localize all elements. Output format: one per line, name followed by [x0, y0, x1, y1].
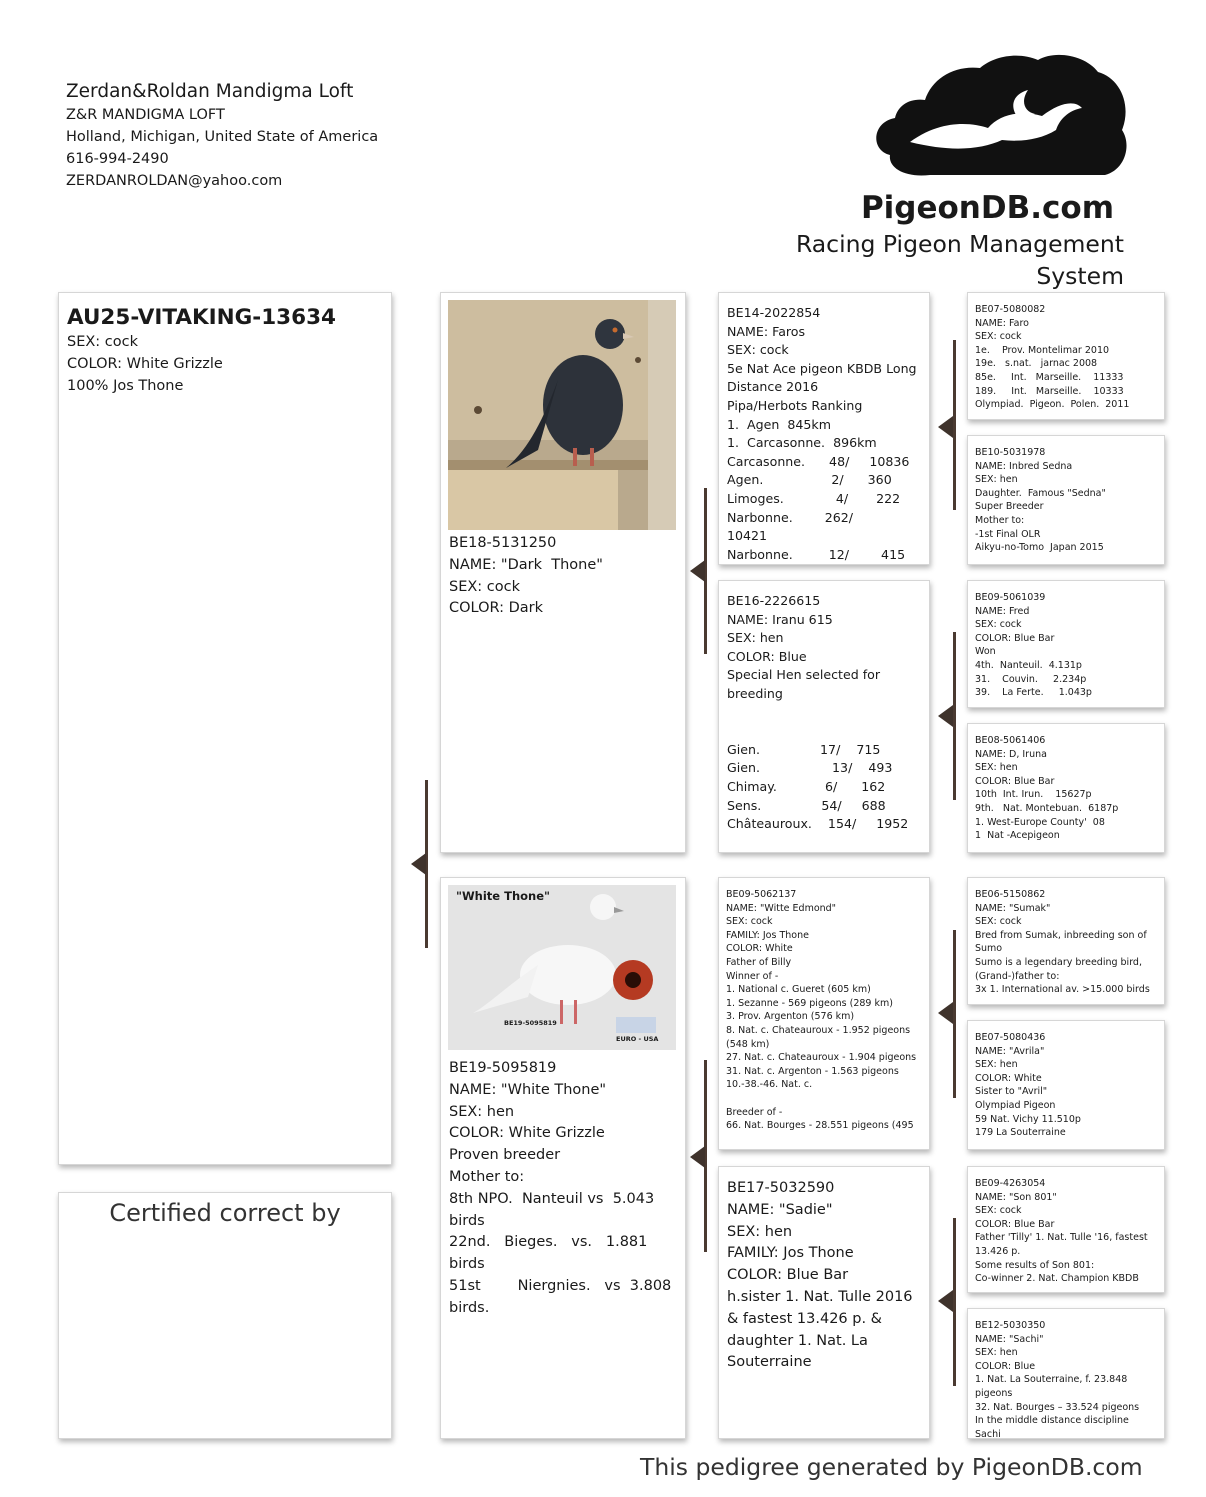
pedigree-line: BE16-2226615 — [727, 593, 821, 608]
pedigree-line: FAMILY: Jos Thone — [727, 1245, 854, 1262]
pedigree-line: NAME: "Son 801" — [975, 1191, 1057, 1203]
pedigree-line: Super Breeder — [975, 501, 1044, 513]
pedigree-line: birds — [449, 1212, 485, 1229]
sire-details — [449, 533, 679, 620]
pedigree-line: 1e. Prov. Montelimar 2010 — [975, 344, 1110, 356]
dam-photo — [448, 885, 676, 1050]
pedigree-line: 27. Nat. c. Chateauroux - 1.904 pigeons — [726, 1052, 917, 1064]
ggp-1-details — [975, 303, 1157, 412]
pigeon-photo-icon — [448, 885, 676, 1050]
pedigree-line: Chimay. 6/ 162 — [727, 778, 886, 794]
pedigree-line: BE07-5080436 — [975, 1032, 1046, 1043]
connector-line — [953, 1218, 956, 1386]
breeder-name: Zerdan&Roldan Mandigma Loft — [66, 81, 354, 102]
pedigree-line: breeding — [727, 685, 783, 701]
pedigree-line: COLOR: Blue — [975, 1360, 1036, 1372]
pedigree-line: SEX: cock — [726, 916, 773, 928]
pedigree-line: NAME: "Sadie" — [727, 1201, 833, 1218]
pedigree-line: COLOR: Blue Bar — [975, 775, 1055, 787]
connector-arrow-icon — [411, 853, 426, 875]
dam-details — [449, 1058, 679, 1320]
pedigree-line: SEX: cock — [975, 331, 1022, 343]
pedigree-line: Mother to: — [449, 1168, 525, 1185]
pedigree-line: 31. Couvin. 2.234p — [975, 673, 1087, 685]
pedigree-line: BE07-5080082 — [975, 304, 1046, 315]
sire-card — [440, 292, 686, 853]
ggp-2-details — [975, 446, 1157, 555]
ggp-card-7 — [967, 1166, 1165, 1293]
ggp-card-1 — [967, 292, 1165, 420]
pedigree-line: 3. Prov. Argenton (576 km) — [726, 1011, 855, 1023]
pedigree-line: daughter 1. Nat. La — [727, 1332, 868, 1349]
pedigree-line: COLOR: White Grizzle — [449, 1125, 605, 1142]
ggp-4-details — [975, 734, 1157, 843]
pedigree-line: SEX: hen — [727, 630, 784, 646]
footer-credit: This pedigree generated by PigeonDB.com — [640, 1453, 1143, 1481]
brand — [720, 188, 1124, 292]
pedigree-line: Châteauroux. 154/ 1952 — [727, 816, 909, 832]
pedigree-line: Souterraine — [727, 1354, 812, 1371]
certified-label: Certified correct by — [109, 1199, 341, 1227]
pigeon-photo-icon — [448, 300, 676, 530]
ggp-card-3 — [967, 580, 1165, 708]
pedigree-line: BE08-5061406 — [975, 735, 1046, 746]
pedigree-line: Mother to: — [975, 514, 1025, 526]
pedigree-line: NAME: "Sumak" — [975, 902, 1051, 914]
pedigree-line: Sens. 54/ 688 — [727, 797, 886, 813]
pedigree-line: COLOR: Blue Bar — [975, 632, 1055, 644]
pedigree-line: 4th. Nanteuil. 4.131p — [975, 659, 1082, 671]
pedigree-line: BE18-5131250 — [449, 535, 557, 551]
pedigree-line: 66. Nat. Bourges - 28.551 pigeons (495 — [726, 1120, 914, 1132]
pedigree-line: Breeder of - — [726, 1106, 783, 1118]
pedigree-line: NAME: "Witte Edmond" — [726, 902, 837, 914]
pedigree-line: COLOR: Blue Bar — [727, 1267, 849, 1284]
pedigree-line — [726, 1092, 922, 1106]
pedigree-line: In the middle distance discipline Sachi — [975, 1415, 1132, 1439]
pedigree-line: COLOR: Blue — [727, 648, 807, 664]
pedigree-line: BE10-5031978 — [975, 447, 1046, 458]
connector-line — [953, 930, 956, 1098]
pedigree-line: 1 Nat -Acepigeon — [975, 830, 1060, 842]
pedigree-line: 10.-38.-46. Nat. c. — [726, 1079, 813, 1091]
pedigree-line: Pipa/Herbots Ranking — [727, 397, 863, 413]
pedigree-line: Proven breeder — [449, 1147, 561, 1164]
connector-arrow-icon — [690, 1146, 705, 1168]
pedigree-line: COLOR: Blue Bar — [975, 1218, 1055, 1230]
pedigree-line: Gien. 13/ 493 — [727, 760, 893, 776]
pedigree-line: 10th Int. Irun. 15627p — [975, 789, 1092, 801]
pedigree-line: COLOR: White — [975, 1072, 1042, 1084]
connector-line — [953, 340, 956, 510]
pedigree-line: Sumo — [975, 943, 1003, 955]
pedigree-line: (548 km) — [726, 1038, 770, 1050]
ggp-card-6 — [967, 1020, 1165, 1150]
pedigree-line: SEX: hen — [975, 474, 1018, 486]
connector-arrow-icon — [938, 705, 953, 727]
pedigree-line: Father of Billy — [726, 956, 792, 968]
pedigree-line: Distance 2016 — [727, 379, 819, 395]
pedigree-line: Gien. 17/ 715 — [727, 741, 881, 757]
pedigree-line: 32. Nat. Bourges – 33.524 pigeons — [975, 1401, 1140, 1413]
pedigree-line: FAMILY: Jos Thone — [726, 929, 809, 941]
pedigree-line: 59 Nat. Vichy 11.510p — [975, 1113, 1081, 1125]
pedigree-line: Sister to "Avril" — [975, 1086, 1048, 1098]
pedigree-line: -1st Final OLR — [975, 528, 1041, 540]
pedigree-line: BE06-5150862 — [975, 889, 1046, 900]
pedigree-line: SEX: hen — [975, 762, 1018, 774]
pedigree-line — [727, 722, 921, 741]
pedigree-line: birds. — [449, 1299, 490, 1316]
pedigree-line: 9th. Nat. Montebuan. 6187p — [975, 802, 1119, 814]
gp-sd-details — [727, 592, 921, 834]
pedigree-line: 1. Sezanne - 569 pigeons (289 km) — [726, 997, 893, 1009]
pedigree-line: SEX: hen — [727, 1223, 793, 1240]
pedigree-line: Agen. 2/ 360 — [727, 472, 892, 488]
ggp-8-details — [975, 1319, 1157, 1439]
pedigree-line: COLOR: White — [726, 943, 793, 955]
pedigree-line: NAME: Iranu 615 — [727, 611, 833, 627]
pedigree-line: Special Hen selected for — [727, 667, 881, 683]
pedigree-line: Some results of Son 801: — [975, 1259, 1095, 1271]
granddam-dam-card — [718, 1166, 930, 1439]
ggp-card-4 — [967, 723, 1165, 853]
pedigree-line: BE17-5032590 — [727, 1180, 835, 1196]
sire-photo — [448, 300, 676, 530]
breeder-phone: 616-994-2490 — [66, 151, 169, 167]
pedigree-line: BE09-5062137 — [726, 889, 797, 900]
pedigree-line: 5e Nat Ace pigeon KBDB Long — [727, 360, 917, 376]
pedigree-line: 8. Nat. c. Chateauroux - 1.952 pigeons — [726, 1024, 911, 1036]
pedigree-line: 10421 — [727, 528, 768, 544]
connector-arrow-icon — [938, 1290, 953, 1312]
pedigree-line: 1. National c. Gueret (605 km) — [726, 984, 871, 996]
pedigree-line: & fastest 13.426 p. & — [727, 1310, 882, 1327]
dam-photo-badge: EURO - USA — [616, 1035, 659, 1043]
pedigree-line: SEX: hen — [449, 1103, 515, 1120]
pedigree-line: NAME: "Dark Thone" — [449, 556, 603, 573]
pedigree-line: SEX: cock — [67, 334, 139, 350]
certified-box — [58, 1192, 392, 1439]
pedigree-line: Sumo is a legendary breeding bird, — [975, 956, 1142, 968]
ggp-card-8 — [967, 1308, 1165, 1439]
breeder-loft: Z&R MANDIGMA LOFT — [66, 107, 225, 123]
connector-arrow-icon — [938, 1002, 953, 1024]
brand-name: PigeonDB.com — [860, 190, 1114, 226]
dam-photo-ring: BE19-5095819 — [504, 1019, 557, 1027]
ggp-6-details — [975, 1031, 1157, 1140]
pedigree-line: BE14-2022854 — [727, 305, 821, 320]
pedigree-line: Bred from Sumak, inbreeding son of — [975, 929, 1147, 941]
pedigree-line: NAME: "White Thone" — [449, 1081, 607, 1098]
pedigree-line: 85e. Int. Marseille. 11333 — [975, 371, 1124, 383]
pedigree-line: 3x 1. International av. >15.000 birds — [975, 984, 1150, 996]
pedigree-line: COLOR: Dark — [449, 600, 544, 617]
connector-arrow-icon — [690, 560, 705, 582]
pedigree-line: 8th NPO. Nanteuil vs 5.043 — [449, 1190, 655, 1207]
ggp-5-details — [975, 888, 1157, 997]
pedigree-line: 1. Agen 845km — [727, 416, 831, 432]
pedigree-line: birds — [449, 1256, 485, 1273]
pedigree-line: NAME: "Sachi" — [975, 1333, 1044, 1345]
pedigree-line: Daughter. Famous "Sedna" — [975, 487, 1106, 499]
grandsire-dam-card — [718, 877, 930, 1150]
pedigree-line: 19e. s.nat. jarnac 2008 — [975, 358, 1098, 370]
dam-photo-title: "White Thone" — [456, 889, 551, 903]
pedigree-line: Olympiad Pigeon — [975, 1099, 1056, 1111]
pedigree-line: 179 La Souterraine — [975, 1127, 1066, 1139]
gp-ss-details — [727, 304, 921, 564]
granddam-sire-card — [718, 580, 930, 853]
pedigree-line: Winner of - — [726, 970, 779, 982]
ggp-card-2 — [967, 435, 1165, 565]
pedigree-line: NAME: D, Iruna — [975, 748, 1047, 760]
pedigree-line: (Grand-)father to: — [975, 970, 1060, 982]
pedigree-line: 1. West-Europe County' 08 — [975, 816, 1105, 828]
pedigree-line: 100% Jos Thone — [67, 377, 184, 394]
pedigree-line: SEX: cock — [727, 342, 789, 358]
pedigree-line: Limoges. 4/ 222 — [727, 490, 901, 506]
ggp-3-details — [975, 591, 1157, 700]
pedigree-line: 1. Carcasonne. 896km — [727, 435, 877, 451]
pedigree-line — [727, 704, 921, 723]
breeder-location: Holland, Michigan, United State of America — [66, 129, 379, 145]
breeder-info — [66, 80, 378, 192]
pedigree-line: Father 'Tilly' 1. Nat. Tulle '16, fastest — [975, 1232, 1148, 1244]
pedigree-line: NAME: "Avrila" — [975, 1045, 1045, 1057]
pedigree-line: BE19-5095819 — [449, 1060, 557, 1076]
pedigree-line: h.sister 1. Nat. Tulle 2016 — [727, 1288, 913, 1305]
pedigree-line: NAME: Faro — [975, 317, 1029, 329]
pedigree-line: BE12-5030350 — [975, 1320, 1046, 1331]
breeder-email: ZERDANROLDAN@yahoo.com — [66, 173, 283, 189]
pedigree-line: 22nd. Bieges. vs. 1.881 — [449, 1234, 648, 1251]
pedigree-line: 39. La Ferte. 1.043p — [975, 687, 1092, 699]
main-ring: AU25-VITAKING-13634 — [67, 305, 337, 330]
pedigree-line: BE09-5061039 — [975, 592, 1046, 603]
connector-line — [953, 632, 956, 800]
pedigree-line: Aikyu-no-Tomo Japan 2015 — [975, 542, 1104, 554]
pedigree-line: BE09-4263054 — [975, 1178, 1046, 1189]
pedigree-line: Co-winner 2. Nat. Champion KBDB — [975, 1273, 1139, 1285]
pedigree-line: Carcasonne. 48/ 10836 — [727, 453, 910, 469]
ggp-7-details — [975, 1177, 1157, 1286]
pedigree-line: 31. Nat. c. Argenton - 1.563 pigeons — [726, 1065, 899, 1077]
pigeondb-logo-icon — [870, 50, 1130, 180]
pedigree-line: SEX: cock — [975, 619, 1022, 631]
dam-card — [440, 877, 686, 1439]
pedigree-line: Olympiad. Pigeon. Polen. 2011 — [975, 399, 1130, 411]
main-details — [67, 332, 383, 397]
brand-tagline: Racing Pigeon Management System — [795, 230, 1124, 290]
pedigree-line: 189. Int. Marseille. 10333 — [975, 385, 1124, 397]
pedigree-line: 51st Niergnies. vs 3.808 — [449, 1277, 672, 1294]
pedigree-line: 1. Nat. La Souterraine, f. 23.848 — [975, 1374, 1128, 1386]
pedigree-line: SEX: cock — [449, 578, 521, 595]
pedigree-line: SEX: hen — [975, 1059, 1018, 1071]
gp-dd-details — [727, 1178, 921, 1374]
pedigree-line: Narbonne. 262/ — [727, 509, 854, 525]
gp-ds-details — [726, 888, 922, 1133]
pedigree-line: Won — [975, 646, 996, 658]
pedigree-line: SEX: hen — [975, 1347, 1018, 1359]
pedigree-line: Narbonne. 12/ 415 — [727, 546, 906, 562]
pedigree-line: NAME: Inbred Sedna — [975, 460, 1073, 472]
pedigree-line: SEX: cock — [975, 916, 1022, 928]
pedigree-line: 13.426 p. — [975, 1245, 1021, 1257]
pedigree-line: NAME: Fred — [975, 605, 1030, 617]
pedigree-line: NAME: Faros — [727, 323, 806, 339]
ggp-card-5 — [967, 877, 1165, 1005]
pedigree-line: pigeons — [975, 1387, 1013, 1399]
pedigree-line: COLOR: White Grizzle — [67, 355, 223, 372]
pedigree-line: SEX: cock — [975, 1205, 1022, 1217]
connector-arrow-icon — [938, 416, 953, 438]
grandsire-sire-card — [718, 292, 930, 565]
main-bird-card — [58, 292, 392, 1165]
